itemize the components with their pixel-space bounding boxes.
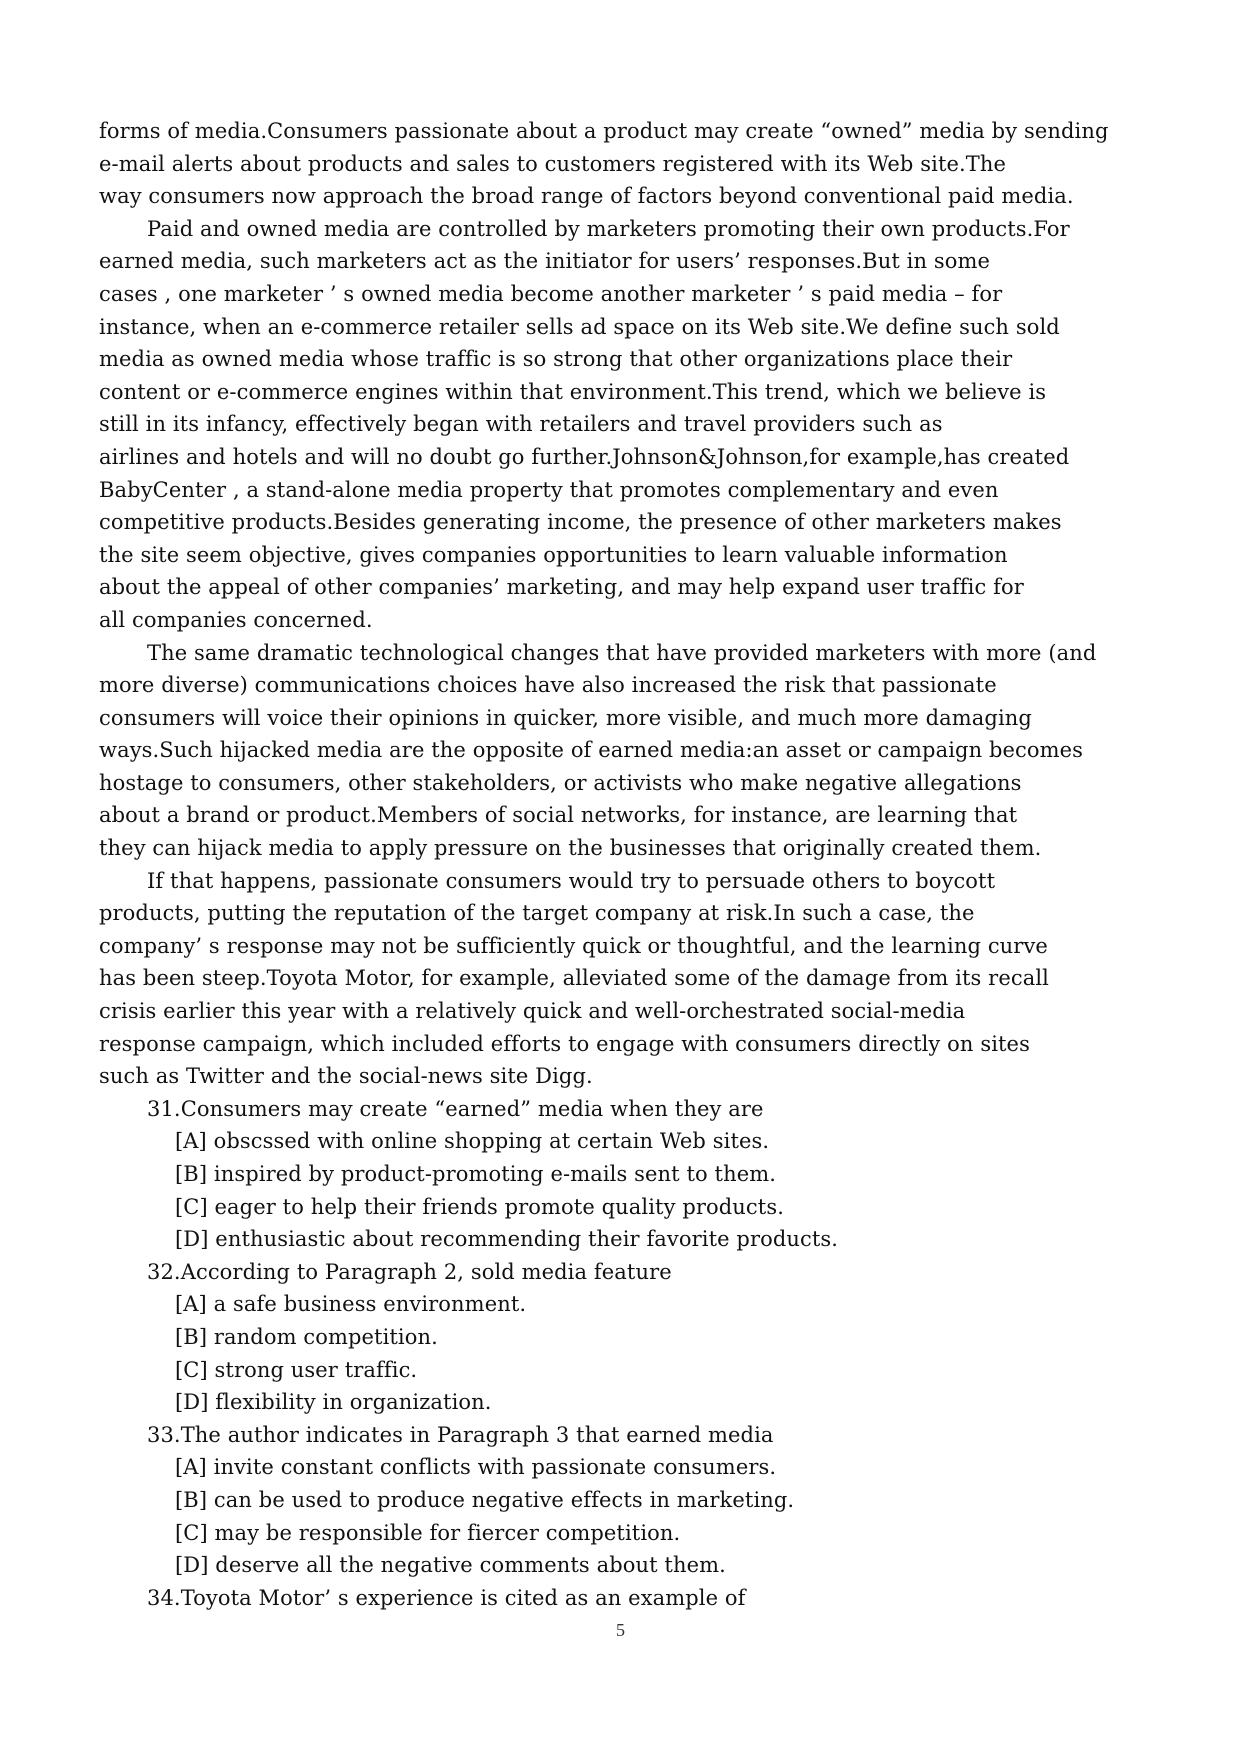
text-line: about a brand or product.Members of social networks, for instance, are learning that (99, 803, 1018, 828)
text-line: has been steep.Toyota Motor, for example, alleviated some of the damage from its recall (99, 966, 1049, 991)
text-line: more diverse) communications choices have also increased the risk that passionate (99, 673, 997, 698)
text-line: content or e-commerce engines within that environment.This trend, which we believe is (99, 379, 1047, 404)
text-line: competitive products.Besides generating income, the presence of other marketers makes (99, 510, 1062, 535)
answer-option: [C] strong user traffic. (175, 1357, 418, 1382)
question-stem: 32.According to Paragraph 2, sold media feature (147, 1259, 672, 1284)
text-line: The same dramatic technological changes that have provided marketers with more (and (147, 640, 1097, 665)
text-line: the site seem objective, gives companies opportunities to learn valuable information (99, 542, 1008, 567)
question-stem: 33.The author indicates in Paragraph 3 that earned media (147, 1422, 774, 1447)
text-line: ways.Such hijacked media are the opposite of earned media:an asset or campaign becomes (99, 738, 1084, 763)
answer-option: [A] a safe business environment. (175, 1292, 527, 1317)
text-line: about the appeal of other companies’ marketing, and may help expand user traffic for (99, 575, 1024, 600)
text-line: such as Twitter and the social-news site Digg. (99, 1064, 593, 1089)
answer-option: [C] eager to help their friends promote quality products. (175, 1194, 784, 1219)
answer-option: [A] invite constant conflicts with passionate consumers. (175, 1455, 777, 1480)
text-line: they can hijack media to apply pressure on the businesses that originally created them. (99, 836, 1042, 861)
text-line: media as owned media whose traffic is so strong that other organizations place their (99, 347, 1013, 372)
text-line: cases , one marketer ’ s owned media become another marketer ’ s paid media – for (99, 281, 1003, 306)
question (99, 1256, 1209, 1419)
question-stem: 31.Consumers may create “earned” media when they are (147, 1096, 764, 1121)
text-line: airlines and hotels and will no doubt go further.Johnson&Johnson,for example,has created (99, 444, 1070, 469)
paragraph (99, 213, 1209, 637)
text-line: crisis earlier this year with a relatively quick and well-orchestrated social-media (99, 999, 966, 1024)
answer-option: [D] flexibility in organization. (175, 1390, 492, 1415)
answer-option: [D] deserve all the negative comments about them. (175, 1553, 726, 1578)
text-line: response campaign, which included efforts to engage with consumers directly on sites (99, 1031, 1030, 1056)
text-line: company’ s response may not be sufficiently quick or thoughtful, and the learning curve (99, 933, 1048, 958)
page-number: 5 (616, 1620, 625, 1640)
text-line: way consumers now approach the broad range of factors beyond conventional paid media. (99, 184, 1074, 209)
text-line: Paid and owned media are controlled by marketers promoting their own products.For (147, 216, 1070, 241)
answer-option: [D] enthusiastic about recommending their favorite products. (175, 1227, 839, 1252)
text-line: consumers will voice their opinions in quicker, more visible, and much more damaging (99, 705, 1032, 730)
paragraph (99, 865, 1209, 1093)
text-line: hostage to consumers, other stakeholders, or activists who make negative allegations (99, 770, 1022, 795)
paragraph (99, 637, 1209, 865)
question (99, 1093, 1209, 1256)
text-line: If that happens, passionate consumers would try to persuade others to boycott (147, 868, 996, 893)
question (99, 1582, 1209, 1615)
answer-option: [C] may be responsible for fiercer competition. (175, 1520, 681, 1545)
text-line: earned media, such marketers act as the initiator for users’ responses.But in some (99, 249, 991, 274)
text-line: BabyCenter , a stand-alone media property that promotes complementary and even (99, 477, 999, 502)
text-line: forms of media.Consumers passionate about a product may create “owned” media by sending (99, 119, 1109, 143)
text-line: all companies concerned. (99, 607, 373, 632)
question-list (99, 1093, 1209, 1615)
question-stem: 34.Toyota Motor’ s experience is cited as an example of (147, 1585, 746, 1610)
answer-option: [B] inspired by product-promoting e-mails sent to them. (175, 1162, 777, 1186)
text-line: instance, when an e-commerce retailer sells ad space on its Web site.We define such sold (99, 314, 1060, 339)
answer-option: [B] can be used to produce negative effects in marketing. (175, 1487, 795, 1512)
question (99, 1419, 1209, 1582)
text-line: e-mail alerts about products and sales to customers registered with its Web site.The (99, 151, 1007, 176)
answer-option: [B] random competition. (175, 1324, 438, 1349)
document-page (99, 115, 1209, 1614)
text-line: products, putting the reputation of the target company at risk.In such a case, the (99, 901, 975, 926)
passage (99, 115, 1209, 1093)
text-line: still in its infancy, effectively began with retailers and travel providers such as (99, 412, 943, 437)
paragraph (99, 115, 1209, 213)
answer-option: [A] obscssed with online shopping at certain Web sites. (175, 1129, 770, 1154)
